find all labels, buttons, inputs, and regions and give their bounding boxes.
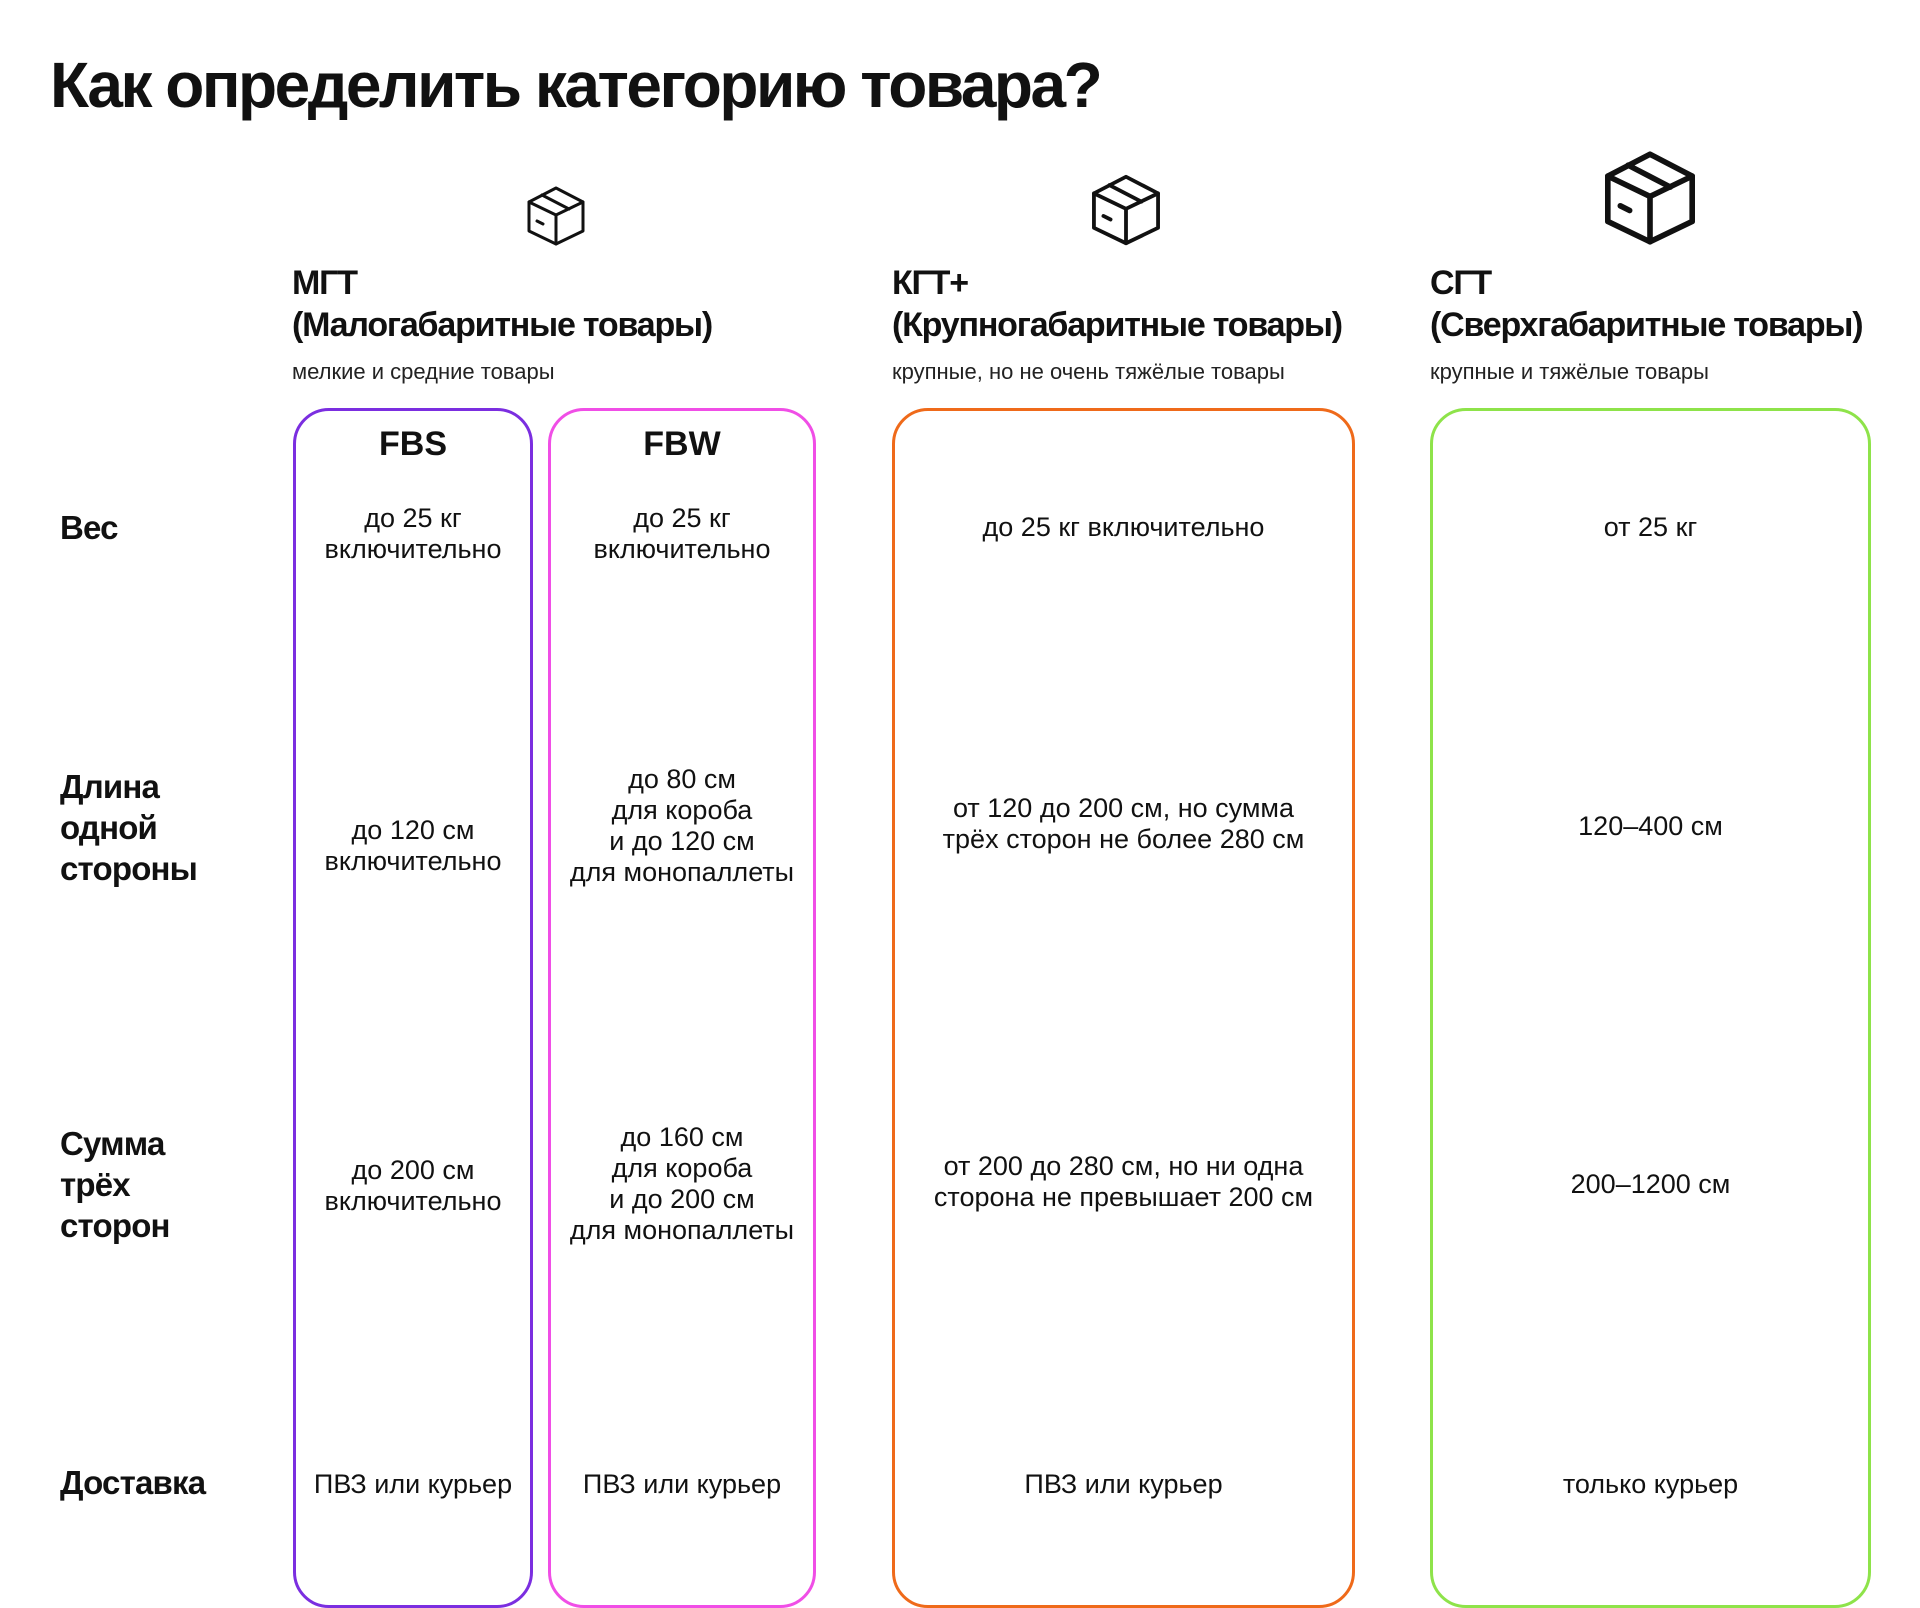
- box-icon: [524, 184, 588, 248]
- category-full-name: (Сверхгабаритные товары): [1430, 306, 1863, 344]
- cell-length-sgt: 120–400 см: [1578, 810, 1723, 841]
- cell-weight-fbs: до 25 кг включительно: [324, 503, 502, 564]
- column-title-fbs: FBS: [379, 425, 447, 463]
- cell-delivery-kgt: ПВЗ или курьер: [1024, 1468, 1223, 1499]
- column-box-fbs: [293, 408, 533, 1608]
- category-full-name: (Крупногабаритные товары): [892, 306, 1342, 344]
- category-name: СГТ: [1430, 264, 1491, 302]
- cell-length-kgt: от 120 до 200 см, но сумма трёх сторон не более 280 см: [942, 793, 1305, 854]
- cell-weight-sgt: от 25 кг: [1603, 511, 1698, 542]
- cell-delivery-fbw: ПВЗ или курьер: [582, 1468, 782, 1499]
- cell-sum-sgt: 200–1200 см: [1570, 1168, 1731, 1199]
- row-label-sum: Сумма трёх сторон: [60, 1125, 170, 1244]
- cell-delivery-sgt: только курьер: [1562, 1468, 1739, 1499]
- cell-length-fbw: до 80 см для короба и до 120 см для монопаллеты: [569, 764, 795, 887]
- cell-sum-fbw: до 160 см для короба и до 200 см для монопаллеты: [569, 1122, 795, 1245]
- cell-length-fbs: до 120 см включительно: [324, 815, 502, 876]
- cell-weight-kgt: до 25 кг включительно: [982, 511, 1265, 542]
- category-name: МГТ: [292, 264, 357, 302]
- box-icon: [1600, 148, 1700, 248]
- row-label-delivery: Доставка: [60, 1464, 206, 1501]
- category-sgt: [1430, 262, 1862, 386]
- cell-sum-kgt: от 200 до 280 см, но ни одна сторона не превышает 200 см: [933, 1151, 1314, 1212]
- column-box-fbw: [548, 408, 816, 1608]
- category-description: крупные, но не очень тяжёлые товары: [892, 359, 1285, 384]
- cell-weight-fbw: до 25 кг включительно: [593, 503, 771, 564]
- column-box-sgt: [1430, 408, 1871, 1608]
- category-mgt: [292, 262, 712, 386]
- category-full-name: (Малогабаритные товары): [292, 306, 712, 344]
- column-box-kgt: [892, 408, 1355, 1608]
- row-label-weight: Вес: [60, 509, 118, 546]
- cell-sum-fbs: до 200 см включительно: [324, 1155, 502, 1216]
- category-name: КГТ+: [892, 264, 968, 302]
- column-title-fbw: FBW: [643, 425, 721, 463]
- box-icon: [1088, 172, 1164, 248]
- category-description: крупные и тяжёлые товары: [1430, 359, 1709, 384]
- cell-delivery-fbs: ПВЗ или курьер: [313, 1468, 513, 1499]
- category-kgt: [892, 262, 1342, 386]
- row-label-length: Длина одной стороны: [60, 768, 198, 887]
- category-description: мелкие и средние товары: [292, 359, 555, 384]
- page-title: Как определить категорию товара?: [50, 49, 1101, 121]
